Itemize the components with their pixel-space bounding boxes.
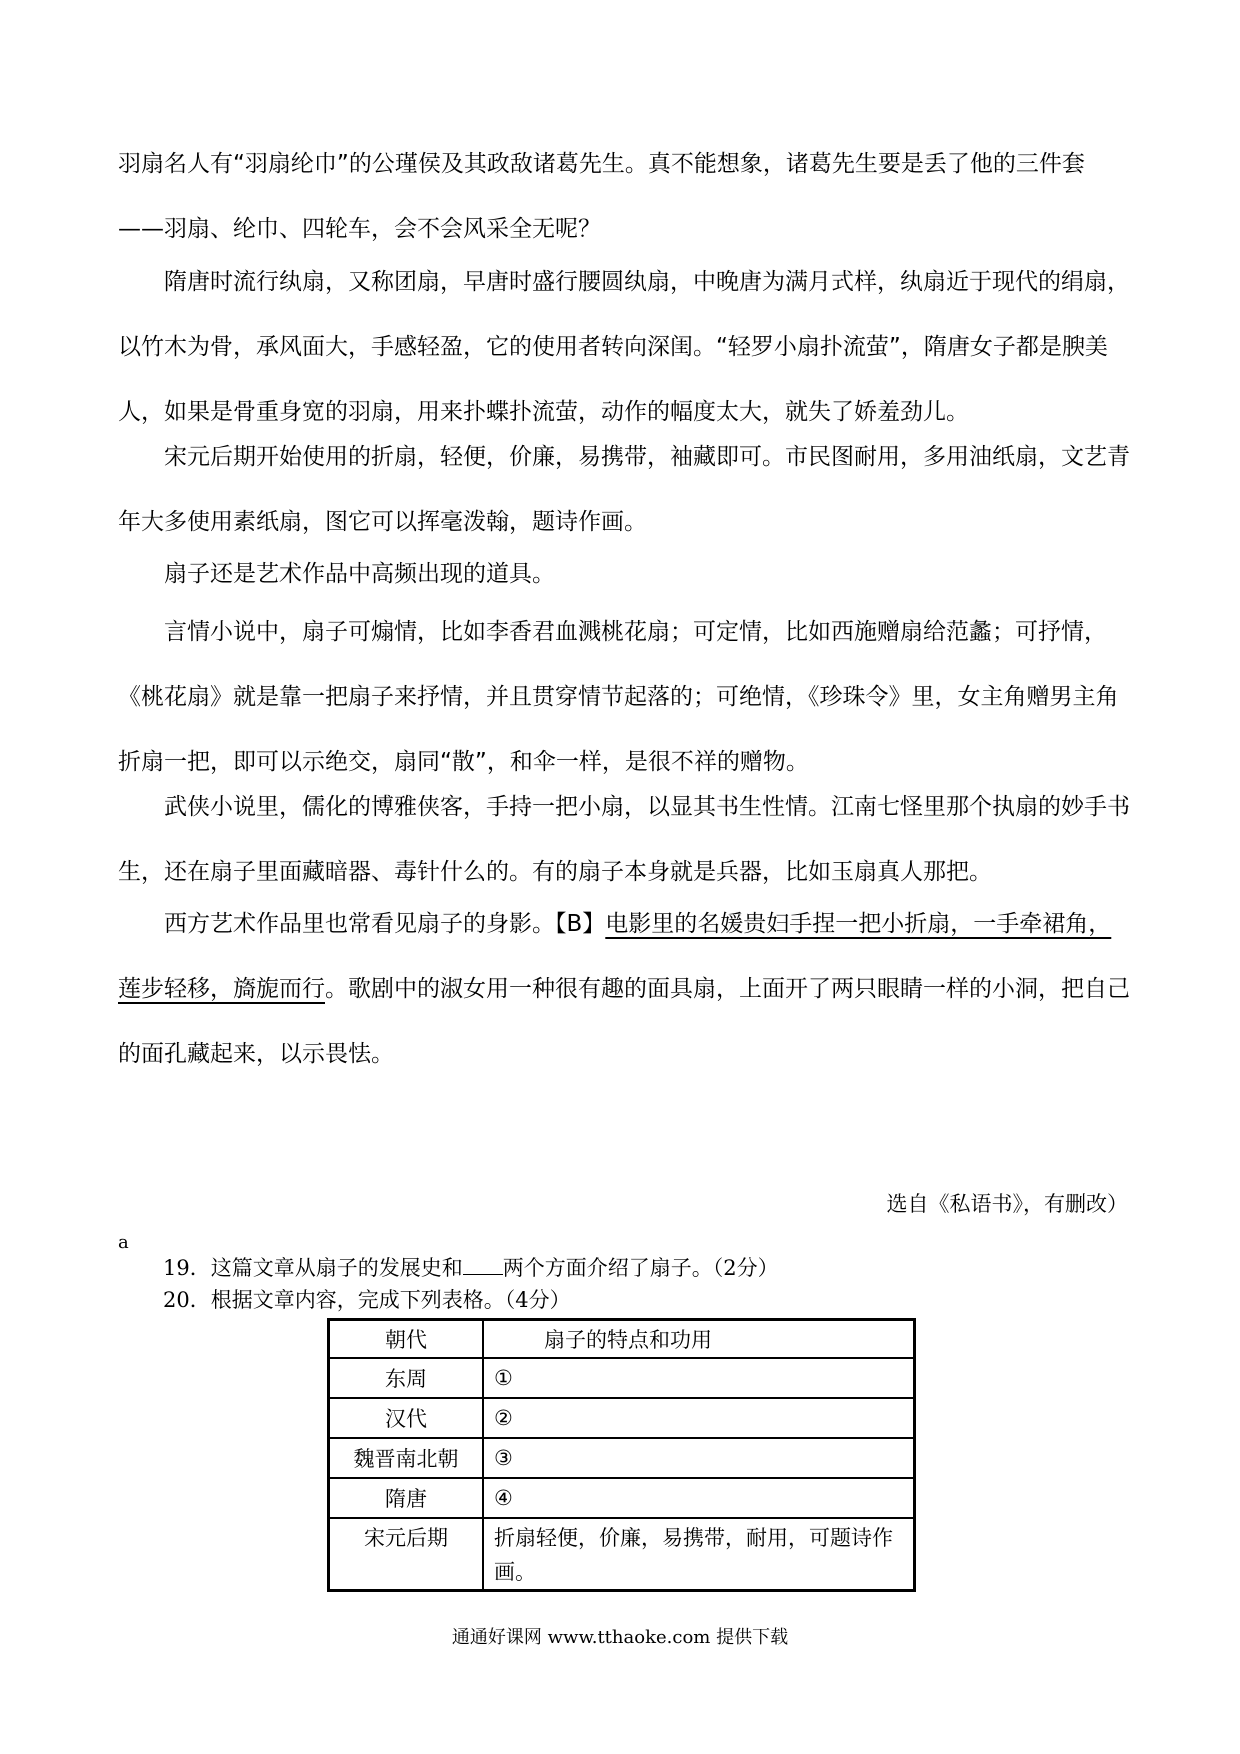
answer-blank[interactable]	[463, 1256, 503, 1275]
paragraph-sui-tang: 隋唐时流行纨扇，又称团扇，早唐时盛行腰圆纨扇，中晚唐为满月式样，纨扇近于现代的绢扇，以竹木为骨，承风面大，手感轻盈，它的使用者转向深闺。“轻罗小扇扑流萤”，隋唐女子都是腴美人，如果是骨重身宽的羽扇，用来扑蝶扑流萤，动作的幅度太大，就失了娇羞劲儿。	[118, 269, 1130, 425]
table-row	[329, 1438, 915, 1478]
answer-cell[interactable]: ④	[483, 1478, 915, 1518]
dynasty-cell: 隋唐	[329, 1478, 484, 1518]
answer-cell[interactable]: ③	[483, 1438, 915, 1478]
dynasty-cell: 东周	[329, 1358, 484, 1398]
table-row	[329, 1518, 915, 1591]
paragraph-text: 。歌剧中的淑女用一种很有趣的面具扇，上面开了两只眼睛一样的小洞，把自己的面孔藏起来，以示畏怯。	[118, 976, 1130, 1067]
header-features: 扇子的特点和功用	[483, 1320, 915, 1359]
question-text: 两个方面介绍了扇子。（2分）	[502, 1256, 779, 1280]
underlined-sentence-b: 电影里的名媛贵妇手捏一把小折扇，一手牵裙角，莲步轻移，旖旎而行	[118, 911, 1112, 1002]
question-19	[163, 1252, 779, 1282]
table-header-row	[329, 1320, 915, 1359]
fan-table	[327, 1318, 916, 1592]
table-row	[329, 1358, 915, 1398]
answer-cell[interactable]: ①	[483, 1358, 915, 1398]
table-row	[329, 1478, 915, 1518]
question-text: 19．这篇文章从扇子的发展史和	[163, 1256, 463, 1280]
source-citation: 选自《私语书》，有删改）	[886, 1192, 1128, 1216]
dynasty-cell: 宋元后期	[329, 1518, 484, 1591]
paragraph-text: 西方艺术作品里也常看见扇子的身影。【B】	[164, 911, 606, 937]
feature-cell: 折扇轻便，价廉，易携带，耐用，可题诗作画。	[483, 1518, 915, 1591]
page-footer: 通通好课网 www.tthaoke.com 提供下载	[451, 1627, 789, 1648]
paragraph-art-props: 扇子还是艺术作品中高频出现的道具。	[164, 561, 555, 587]
stray-mark: a	[118, 1232, 129, 1253]
paragraph-romance-novels: 言情小说中，扇子可煽情，比如李香君血溅桃花扇；可定情，比如西施赠扇给范蠡；可抒情，《桃花扇》就是靠一把扇子来抒情，并且贯穿情节起落的；可绝情，《珍珠令》里，女主角赠男主角折扇一把，即可以示绝交，扇同“散”，和伞一样，是很不祥的赠物。	[118, 619, 1119, 775]
dynasty-cell: 汉代	[329, 1398, 484, 1438]
paragraph-song-yuan: 宋元后期开始使用的折扇，轻便，价廉，易携带，袖藏即可。市民图耐用，多用油纸扇，文艺青年大多使用素纸扇，图它可以挥毫泼翰，题诗作画。	[118, 444, 1130, 535]
paragraph-western-art	[118, 892, 1130, 1087]
dynasty-cell: 魏晋南北朝	[329, 1438, 484, 1478]
question-20: 20．根据文章内容，完成下列表格。（4分）	[163, 1288, 571, 1312]
paragraph-feather-fan: 羽扇名人有“羽扇纶巾”的公瑾侯及其政敌诸葛先生。真不能想象，诸葛先生要是丢了他的三件套——羽扇、纶巾、四轮车，会不会风采全无呢？	[118, 151, 1085, 242]
header-dynasty: 朝代	[329, 1320, 484, 1359]
table-row	[329, 1398, 915, 1438]
paragraph-wuxia-novels: 武侠小说里，儒化的博雅侠客，手持一把小扇，以显其书生性情。江南七怪里那个执扇的妙手书生，还在扇子里面藏暗器、毒针什么的。有的扇子本身就是兵器，比如玉扇真人那把。	[118, 794, 1130, 885]
answer-cell[interactable]: ②	[483, 1398, 915, 1438]
